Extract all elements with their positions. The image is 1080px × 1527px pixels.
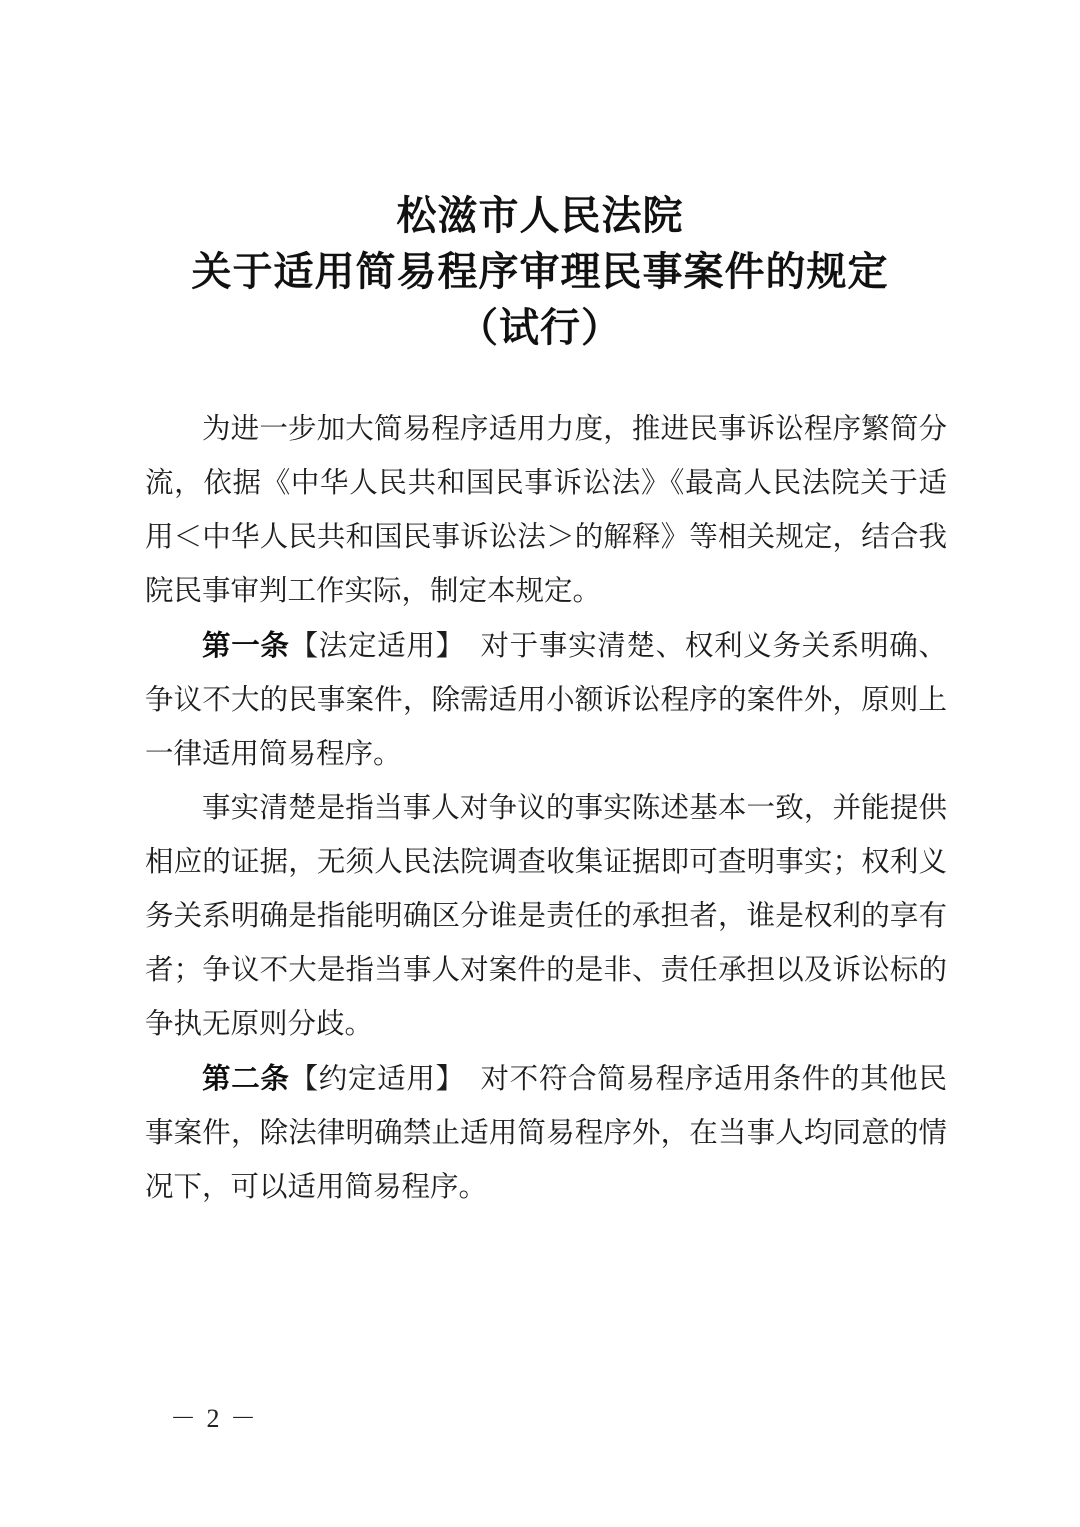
article-2-text: 对不符合简易程序适用条件的其他民事案件，除法律明确禁止适用简易程序外，在当事人均同意的情况下，可以适用简易程序。: [145, 1064, 947, 1203]
paragraph-article-1-explanation: [145, 782, 947, 1052]
paragraph-article-1: [145, 619, 947, 782]
paragraph-preamble-text: 为进一步加大简易程序适用力度，推进民事诉讼程序繁简分流，依据《中华人民共和国民事诉讼法》《最高人民法院关于适用＜中华人民共和国民事诉讼法＞的解释》等相关规定，结合我院民事审判工作实际，制定本规定。: [145, 414, 947, 607]
article-1-text: 对于事实清楚、权利义务关系明确、争议不大的民事案件，除需适用小额诉讼程序的案件外，原则上一律适用简易程序。: [145, 631, 947, 770]
title-line-regulation: 关于适用简易程序审理民事案件的规定: [191, 249, 889, 294]
page-number: － 2 －: [170, 1404, 259, 1433]
document-title: [0, 188, 1080, 356]
article-1-label: 【法定适用】: [289, 631, 465, 662]
document-body: [145, 403, 947, 1215]
paragraph-preamble: [145, 403, 947, 619]
paragraph-article-2: [145, 1052, 947, 1215]
title-line-court: 松滋市人民法院: [396, 193, 684, 238]
article-1-number: 第一条: [202, 630, 290, 662]
article-2-number: 第二条: [202, 1063, 290, 1095]
title-line-trial: （试行）: [458, 305, 622, 350]
article-1-explanation-text: 事实清楚是指当事人对争议的事实陈述基本一致，并能提供相应的证据，无须人民法院调查收集证据即可查明事实；权利义务关系明确是指能明确区分谁是责任的承担者，谁是权利的享有者；争议不大是指当事人对案件的是非、责任承担以及诉讼标的争执无原则分歧。: [145, 793, 947, 1040]
article-2-label: 【约定适用】: [289, 1064, 465, 1095]
